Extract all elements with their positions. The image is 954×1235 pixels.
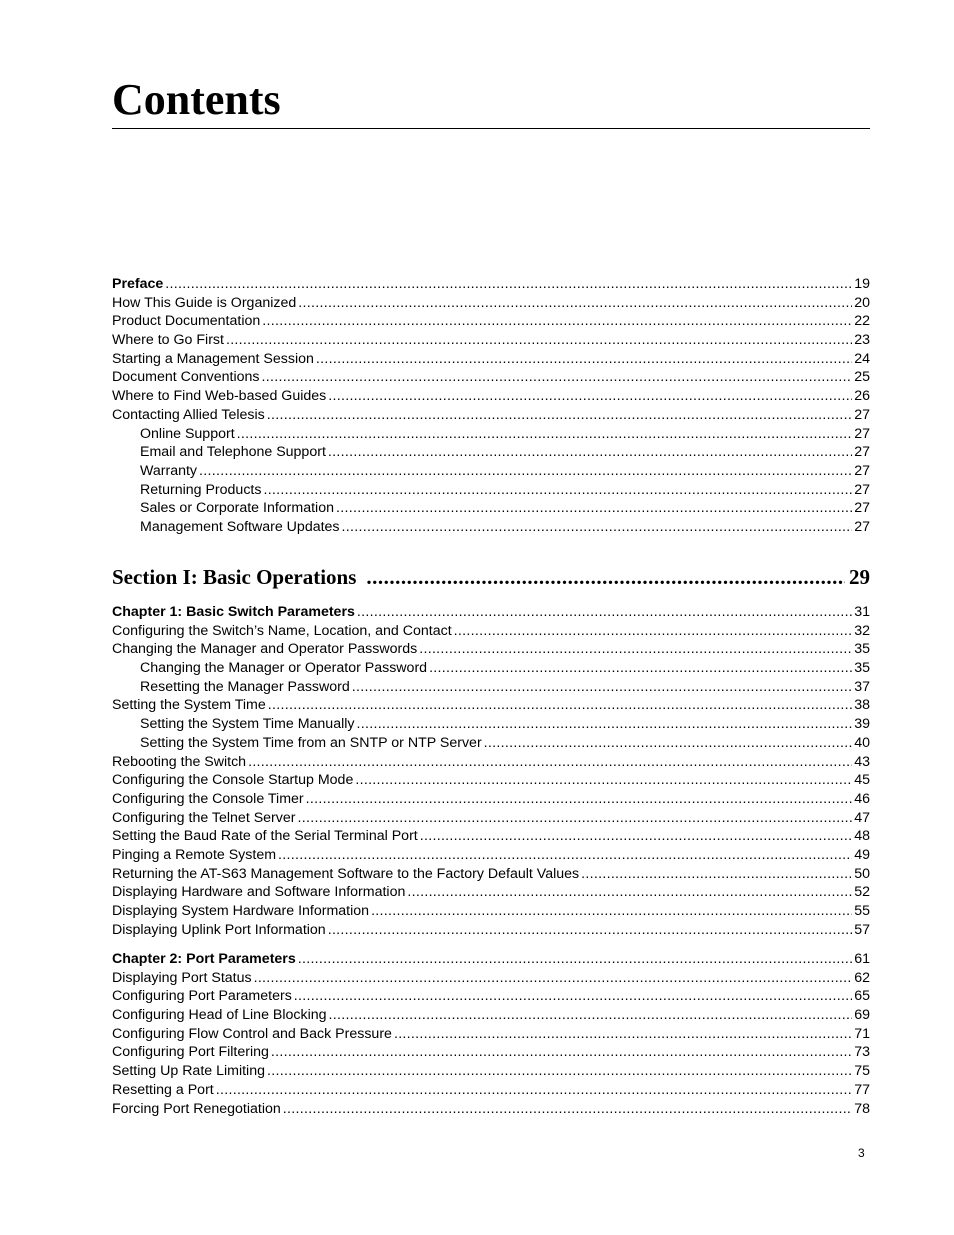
toc-leader-dots [262, 312, 852, 331]
toc-leader-dots [419, 640, 852, 659]
toc-entry-label: Displaying Uplink Port Information [112, 921, 326, 938]
toc-entry[interactable] [112, 350, 870, 369]
toc-preface-group [112, 275, 870, 537]
toc-leader-dots [357, 603, 852, 622]
toc-entry[interactable] [112, 809, 870, 828]
toc-entry-page: 52 [854, 884, 870, 901]
toc-entry-label: Setting the System Time from an SNTP or NTP Server [140, 734, 482, 751]
toc-entry[interactable] [112, 771, 870, 790]
toc-entry-label: Configuring the Console Timer [112, 790, 304, 807]
toc-entry-page: 71 [854, 1025, 870, 1042]
toc-entry[interactable] [112, 499, 870, 518]
toc-leader-dots [298, 950, 853, 969]
toc-leader-dots [165, 275, 852, 294]
toc-leader-dots [581, 865, 852, 884]
toc-chapter2-group [112, 950, 870, 1118]
toc-entry-page: 73 [854, 1044, 870, 1061]
toc-entry-label: Changing the Manager or Operator Password [140, 660, 428, 677]
toc-entry[interactable] [112, 1081, 870, 1100]
toc-entry-page: 75 [854, 1063, 870, 1080]
toc-leader-dots [342, 518, 853, 537]
toc-leader-dots [271, 1043, 852, 1062]
toc-section-entry[interactable] [112, 564, 870, 590]
toc-entry-page: 40 [854, 734, 870, 751]
toc-entry-label: Starting a Management Session [112, 350, 314, 367]
toc-leader-dots [352, 678, 852, 697]
toc-entry-label: Preface [112, 276, 164, 292]
toc-leader-dots [216, 1081, 852, 1100]
toc-leader-dots [329, 1006, 853, 1025]
toc-entry[interactable] [112, 921, 870, 940]
toc-leader-dots [328, 921, 853, 940]
toc-section-label: Section I: Basic Operations [112, 565, 357, 589]
toc-entry[interactable] [112, 969, 870, 988]
toc-entry-label: Rebooting the Switch [112, 753, 247, 770]
toc-entry-page: 78 [854, 1100, 870, 1117]
toc-leader-dots [420, 827, 852, 846]
toc-entry-page: 27 [854, 425, 870, 442]
toc-entry-label: Displaying Hardware and Software Information [112, 884, 406, 901]
toc-entry-label: Product Documentation [112, 313, 261, 330]
toc-entry[interactable] [112, 715, 870, 734]
toc-entry-page: 65 [854, 988, 870, 1005]
toc-leader-dots [267, 1062, 852, 1081]
toc-leader-dots [254, 969, 853, 988]
toc-entry-page: 37 [854, 678, 870, 695]
toc-entry[interactable] [112, 846, 870, 865]
toc-entry-label: Contacting Allied Telesis [112, 406, 265, 423]
toc-entry[interactable] [112, 1100, 870, 1119]
page-title: Contents [112, 75, 281, 124]
page-number: 3 [858, 1146, 865, 1160]
toc-entry-label: Configuring the Telnet Server [112, 809, 296, 826]
toc-leader-dots [454, 622, 853, 641]
toc-entry-label: Configuring Flow Control and Back Pressure [112, 1025, 392, 1042]
toc-leader-dots [316, 350, 852, 369]
toc-entry[interactable] [112, 790, 870, 809]
toc-entry[interactable] [112, 753, 870, 772]
toc-leader-dots [306, 790, 853, 809]
toc-entry-page: 62 [854, 969, 870, 986]
toc-entry-page: 24 [854, 350, 870, 367]
toc-entry-label: Where to Go First [112, 332, 224, 349]
toc-entry-label: Resetting a Port [112, 1081, 214, 1098]
toc-entry-page: 23 [854, 332, 870, 349]
toc-leader-dots [294, 987, 852, 1006]
toc-entry-label: Displaying Port Status [112, 969, 252, 986]
toc-leader-dots [237, 425, 853, 444]
toc-entry-page: 35 [854, 641, 870, 658]
toc-entry-page: 46 [854, 790, 870, 807]
toc-entry[interactable] [112, 481, 870, 500]
toc-entry-page: 48 [854, 828, 870, 845]
toc-entry-label: Configuring Port Parameters [112, 988, 292, 1005]
toc-leader-dots [394, 1025, 852, 1044]
toc-entry-page: 47 [854, 809, 870, 826]
toc-entry-page: 26 [854, 388, 870, 405]
toc-leader-dots [356, 715, 852, 734]
toc-entry[interactable] [112, 678, 870, 697]
toc-entry-page: 45 [854, 772, 870, 789]
toc-entry-page: 39 [854, 716, 870, 733]
toc-leader-dots [298, 294, 852, 313]
toc-leader-dots [267, 406, 852, 425]
toc-entry-label: Management Software Updates [140, 518, 340, 535]
toc-entry[interactable] [112, 865, 870, 884]
toc-entry-label: Setting the System Time Manually [140, 716, 355, 733]
toc-entry-label: Forcing Port Renegotiation [112, 1100, 281, 1117]
toc-entry[interactable] [112, 659, 870, 678]
toc-entry-label: Returning the AT-S63 Management Software to the Factory Default Values [112, 865, 580, 882]
toc-entry[interactable] [112, 312, 870, 331]
toc-entry[interactable] [112, 406, 870, 425]
toc-entry-page: 69 [854, 1007, 870, 1024]
toc-leader-dots [336, 499, 852, 518]
toc-leader-dots [263, 481, 852, 500]
toc-entry[interactable] [112, 331, 870, 350]
toc-leader-dots [268, 696, 852, 715]
toc-entry-label: Configuring the Console Startup Mode [112, 772, 354, 789]
toc-entry[interactable] [112, 950, 870, 969]
toc-entry-page: 55 [854, 903, 870, 919]
toc-entry-label: Setting Up Rate Limiting [112, 1063, 265, 1080]
toc-entry-page: 27 [854, 406, 870, 423]
toc-entry-label: Returning Products [140, 481, 262, 498]
toc-entry-label: Configuring the Switch’s Name, Location, and Contact [112, 622, 452, 639]
toc-entry-label: Chapter 2: Port Parameters [112, 951, 296, 967]
toc-entry-page: 20 [854, 294, 870, 311]
toc-leader-dots [278, 846, 852, 865]
toc-entry-page: 27 [854, 500, 870, 517]
toc-leader-dots [328, 443, 852, 462]
toc-entry[interactable] [112, 902, 870, 921]
toc-entry[interactable] [112, 462, 870, 481]
toc-leader-dots [429, 659, 852, 678]
toc-leader-dots [261, 368, 852, 387]
toc-entry[interactable] [112, 622, 870, 641]
toc-leader-dots [328, 387, 852, 406]
toc-entry-page: 38 [854, 697, 870, 714]
toc-entry[interactable] [112, 387, 870, 406]
toc-entry-label: Sales or Corporate Information [140, 500, 334, 517]
toc-entry-page: 27 [854, 481, 870, 498]
toc-entry-page: 35 [854, 660, 870, 677]
toc-entry-page: 31 [854, 604, 870, 620]
toc-entry-label: How This Guide is Organized [112, 294, 297, 311]
toc-entry[interactable] [112, 603, 870, 622]
toc-entry[interactable] [112, 1006, 870, 1025]
toc-entry-label: Configuring Port Filtering [112, 1044, 269, 1061]
toc-entry-label: Configuring Head of Line Blocking [112, 1007, 327, 1024]
toc-entry-label: Changing the Manager and Operator Passwords [112, 641, 418, 658]
toc-entry[interactable] [112, 275, 870, 294]
toc-entry[interactable] [112, 827, 870, 846]
toc-entry-label: Setting the System Time [112, 697, 266, 714]
toc-leader-dots [407, 883, 852, 902]
toc-entry-page: 32 [854, 622, 870, 639]
toc-entry-label: Email and Telephone Support [140, 444, 326, 461]
toc-entry-label: Where to Find Web-based Guides [112, 388, 327, 405]
toc-entry[interactable] [112, 518, 870, 537]
toc-entry[interactable] [112, 1043, 870, 1062]
toc-entry-page: 43 [854, 753, 870, 770]
toc-section-heading [112, 564, 870, 590]
toc-entry-label: Warranty [140, 462, 198, 479]
toc-entry-page: 61 [854, 951, 870, 967]
toc-entry[interactable] [112, 734, 870, 753]
toc-entry-label: Displaying System Hardware Information [112, 903, 370, 919]
toc-entry-label: Pinging a Remote System [112, 846, 277, 863]
toc-entry[interactable] [112, 883, 870, 902]
toc-entry-page: 27 [854, 462, 870, 479]
toc-entry-label: Online Support [140, 425, 235, 442]
toc-entry[interactable] [112, 987, 870, 1006]
toc-leader-dots [199, 462, 852, 481]
toc-entry[interactable] [112, 1062, 870, 1081]
toc-entry-page: 27 [854, 518, 870, 535]
toc-entry-label: Resetting the Manager Password [140, 678, 350, 695]
toc-entry-page: 19 [854, 276, 870, 292]
toc-leader-dots [355, 771, 852, 790]
toc-section-page: 29 [849, 565, 870, 589]
toc-entry[interactable] [112, 1025, 870, 1044]
toc-entry-label: Setting the Baud Rate of the Serial Terminal Port [112, 828, 418, 845]
toc-entry[interactable] [112, 696, 870, 715]
toc-entry-page: 77 [854, 1081, 870, 1098]
toc-entry[interactable] [112, 425, 870, 444]
toc-entry[interactable] [112, 294, 870, 313]
toc-entry[interactable] [112, 443, 870, 462]
toc-leader-dots [226, 331, 852, 350]
toc-chapter1-group [112, 603, 870, 939]
toc-leader-dots [298, 809, 853, 828]
toc-leader-dots [371, 902, 852, 921]
toc-leader-dots [248, 753, 852, 772]
toc-entry-page: 49 [854, 846, 870, 863]
toc-entry-page: 57 [854, 921, 870, 938]
toc-entry-page: 22 [854, 313, 870, 330]
toc-leader-dots [484, 734, 853, 753]
toc-entry-page: 50 [854, 865, 870, 882]
toc-entry-label: Chapter 1: Basic Switch Parameters [112, 604, 355, 620]
toc-leader-dots [366, 564, 845, 590]
toc-entry[interactable] [112, 640, 870, 659]
toc-entry-page: 27 [854, 444, 870, 461]
toc-entry-page: 25 [854, 369, 870, 386]
toc-leader-dots [283, 1100, 852, 1119]
title-rule [112, 128, 870, 129]
toc-entry[interactable] [112, 368, 870, 387]
toc-entry-label: Document Conventions [112, 369, 260, 386]
